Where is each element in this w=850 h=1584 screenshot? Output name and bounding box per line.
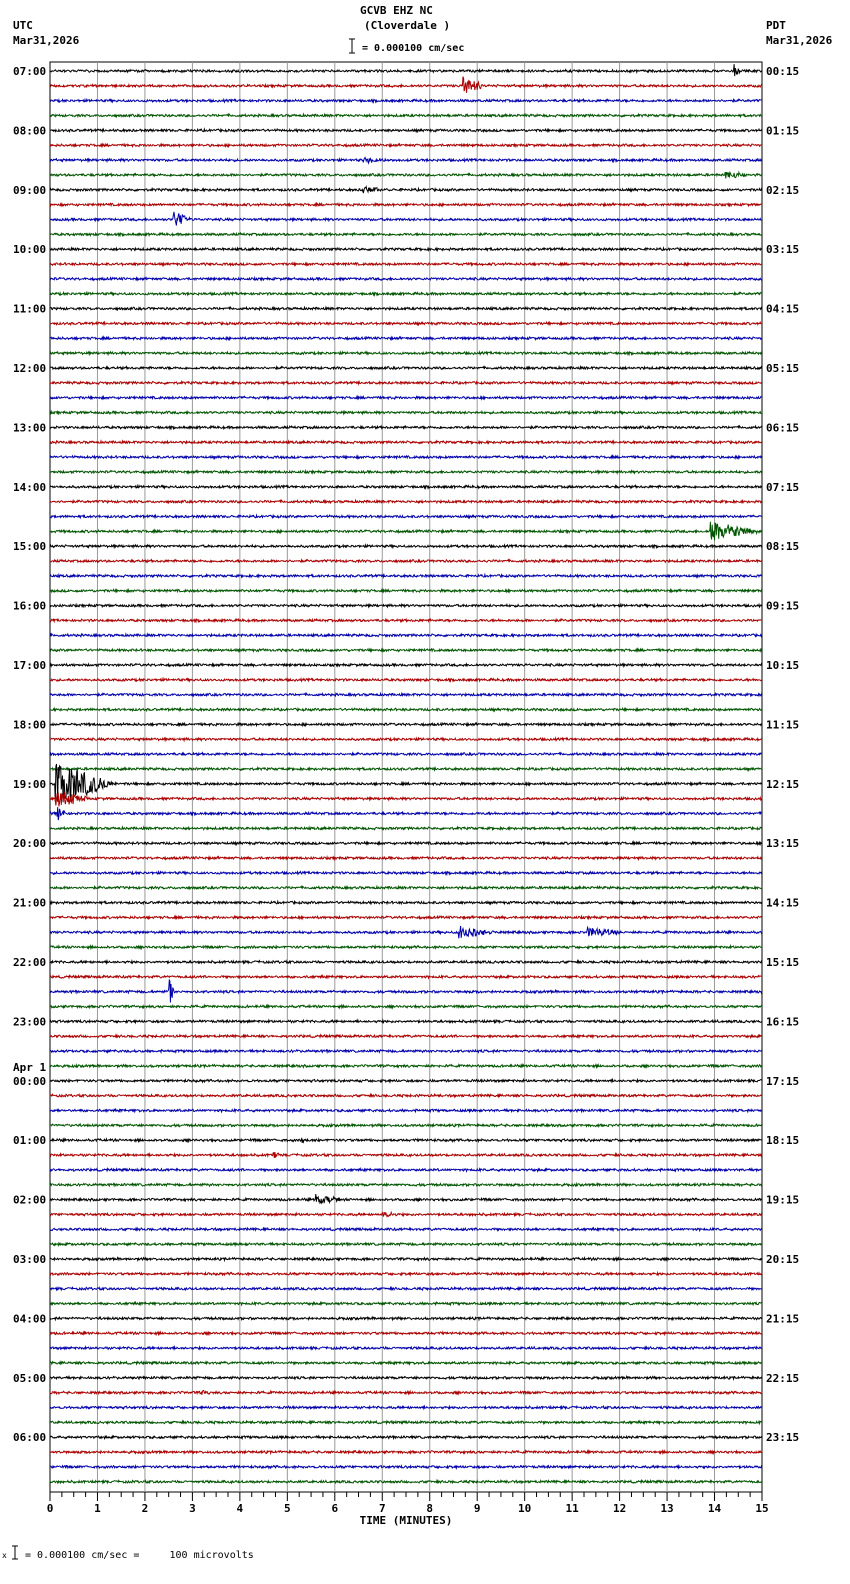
pdt-hour-label: 23:15 — [766, 1431, 800, 1445]
seismogram-trace — [50, 1065, 762, 1068]
seismogram-trace — [50, 886, 762, 889]
utc-hour-label: 23:00 — [13, 1015, 47, 1029]
seismogram-trace — [50, 768, 762, 771]
footer-scale-note: = 0.000100 cm/sec = 100 microvolts — [25, 1550, 254, 1561]
x-tick-label: 1 — [94, 1502, 101, 1515]
seismogram-trace — [50, 307, 762, 310]
pdt-hour-label: 14:15 — [766, 896, 800, 910]
seismogram-trace — [50, 1212, 762, 1216]
seismogram-trace — [50, 976, 762, 979]
seismogram-trace — [50, 1139, 762, 1143]
pdt-hour-label: 08:15 — [766, 540, 800, 554]
x-tick-label: 10 — [518, 1502, 532, 1515]
seismogram-trace — [50, 738, 762, 741]
utc-hour-label: 22:00 — [13, 956, 47, 969]
seismogram-trace — [50, 604, 762, 607]
seismogram-trace — [50, 1124, 762, 1127]
seismogram-trace — [50, 753, 762, 756]
seismogram-trace — [50, 1020, 762, 1023]
pdt-hour-label: 00:15 — [766, 65, 800, 78]
seismogram-trace — [50, 1273, 762, 1276]
seismogram-trace — [50, 916, 762, 919]
x-tick-label: 5 — [284, 1502, 291, 1515]
x-tick-label: 0 — [46, 1502, 54, 1515]
pdt-hour-label: 20:15 — [766, 1253, 800, 1266]
utc-hour-label: 00:00 — [13, 1074, 47, 1088]
pdt-hour-label: 17:15 — [766, 1074, 800, 1088]
x-tick-label: 7 — [378, 1502, 386, 1515]
pdt-hour-label: 21:15 — [766, 1312, 800, 1326]
x-tick-label: 4 — [236, 1502, 244, 1515]
pdt-hour-label: 05:15 — [766, 362, 800, 375]
date-marker: Apr 1 — [13, 1061, 47, 1074]
seismogram-trace — [50, 1390, 762, 1394]
seismogram-trace — [50, 77, 762, 93]
utc-hour-label: 06:00 — [13, 1431, 47, 1445]
seismogram-trace — [50, 1287, 762, 1290]
seismogram-trace — [50, 1466, 762, 1469]
seismogram-trace — [50, 1317, 762, 1320]
pdt-hour-label: 01:15 — [766, 124, 800, 138]
seismogram-trace — [50, 485, 762, 488]
seismogram-trace — [50, 1406, 762, 1409]
seismogram-trace — [50, 946, 762, 949]
seismogram-trace — [50, 634, 762, 637]
seismogram-trace — [50, 545, 762, 548]
seismogram-trace — [50, 471, 762, 474]
seismogram-trace — [50, 723, 762, 726]
seismogram-trace — [50, 589, 762, 592]
seismogram-trace — [50, 1243, 762, 1246]
x-tick-label: 8 — [426, 1502, 434, 1515]
footer-scale-icon — [2, 1545, 20, 1561]
x-axis-label: TIME (MINUTES) — [359, 1514, 453, 1527]
seismogram-trace — [50, 1362, 762, 1365]
seismogram-trace — [50, 679, 762, 682]
pdt-hour-label: 02:15 — [766, 183, 800, 197]
seismogram-trace — [50, 352, 762, 355]
pdt-hour-label: 06:15 — [766, 421, 800, 435]
seismogram-trace — [50, 322, 762, 325]
svg-text:x: x — [2, 1551, 7, 1560]
seismogram-trace — [50, 1094, 762, 1097]
x-tick-label: 11 — [565, 1502, 579, 1515]
pdt-hour-label: 09:15 — [766, 599, 800, 613]
seismogram-trace — [50, 172, 762, 178]
x-tick-label: 13 — [660, 1502, 674, 1515]
pdt-hour-label: 13:15 — [766, 837, 800, 851]
utc-hour-label: 02:00 — [13, 1193, 47, 1207]
seismogram-trace — [50, 827, 762, 830]
seismogram-trace — [50, 1332, 762, 1335]
right-timezone: PDT — [766, 19, 786, 32]
utc-hour-label: 09:00 — [13, 183, 47, 197]
pdt-hour-label: 19:15 — [766, 1193, 800, 1207]
seismogram-trace — [50, 792, 762, 806]
seismogram-trace — [50, 1347, 762, 1350]
x-tick-label: 12 — [612, 1502, 627, 1515]
scale-label: = 0.000100 cm/sec — [362, 43, 465, 54]
seismogram-trace — [50, 1050, 762, 1053]
seismogram-trace — [50, 187, 762, 193]
seismogram-trace — [50, 560, 762, 563]
seismogram-trace — [50, 872, 762, 875]
seismogram-trace — [50, 515, 762, 518]
right-date: Mar31,2026 — [766, 34, 833, 47]
utc-hour-label: 18:00 — [13, 718, 47, 732]
utc-hour-label: 14:00 — [13, 480, 47, 494]
pdt-hour-label: 11:15 — [766, 718, 800, 732]
left-date: Mar31,2026 — [13, 34, 80, 47]
seismogram-trace — [50, 693, 762, 696]
seismogram-trace — [50, 248, 762, 251]
utc-hour-label: 07:00 — [13, 65, 47, 78]
seismogram-trace — [50, 144, 762, 147]
seismogram-trace — [50, 500, 762, 503]
utc-hour-label: 03:00 — [13, 1253, 47, 1266]
seismogram-trace — [50, 857, 762, 860]
seismogram-trace — [50, 807, 762, 820]
seismogram-trace — [50, 1005, 762, 1008]
seismogram-trace — [50, 1109, 762, 1112]
utc-hour-label: 11:00 — [13, 302, 47, 316]
pdt-hour-label: 22:15 — [766, 1371, 800, 1385]
seismogram-trace — [50, 292, 762, 295]
x-tick-label: 9 — [473, 1502, 481, 1515]
seismogram-trace — [50, 1183, 762, 1186]
utc-hour-label: 08:00 — [13, 124, 47, 138]
utc-hour-label: 20:00 — [13, 837, 47, 851]
utc-hour-label: 16:00 — [13, 599, 47, 613]
seismogram-trace — [50, 901, 762, 904]
seismogram-trace — [50, 203, 762, 206]
pdt-hour-label: 18:15 — [766, 1134, 800, 1148]
seismogram-trace — [50, 1480, 762, 1483]
seismogram-trace — [50, 1228, 762, 1231]
seismogram-trace — [50, 926, 762, 938]
seismogram-trace — [50, 1302, 762, 1305]
seismogram-trace — [50, 114, 762, 117]
seismogram-trace — [50, 1451, 762, 1454]
seismogram-trace — [50, 382, 762, 385]
pdt-hour-label: 15:15 — [766, 956, 800, 969]
seismogram-trace — [50, 1035, 762, 1038]
utc-hour-label: 01:00 — [13, 1134, 47, 1148]
seismogram-trace — [50, 1169, 762, 1172]
seismogram-trace — [50, 649, 762, 652]
seismogram-trace — [50, 1079, 762, 1082]
seismogram-trace — [50, 456, 762, 459]
plot-frame — [50, 62, 762, 1492]
utc-hour-label: 05:00 — [13, 1371, 47, 1385]
seismogram-trace — [50, 411, 762, 414]
x-tick-label: 14 — [707, 1502, 722, 1515]
seismogram-trace — [50, 426, 762, 429]
pdt-hour-label: 10:15 — [766, 659, 800, 672]
x-tick-label: 6 — [331, 1502, 339, 1515]
seismogram-trace — [50, 278, 762, 281]
seismogram-trace — [50, 367, 762, 370]
seismogram-trace — [50, 842, 762, 845]
x-tick-label: 2 — [141, 1502, 149, 1515]
seismogram-trace — [50, 664, 762, 667]
pdt-hour-label: 04:15 — [766, 302, 800, 316]
seismogram-trace — [50, 263, 762, 266]
seismogram-trace — [50, 1194, 762, 1203]
utc-hour-label: 15:00 — [13, 540, 47, 554]
seismogram-trace — [50, 522, 762, 541]
utc-hour-label: 13:00 — [13, 421, 47, 435]
seismogram-trace — [50, 1436, 762, 1439]
utc-hour-label: 21:00 — [13, 896, 47, 910]
seismogram-trace — [50, 708, 762, 711]
pdt-hour-label: 07:15 — [766, 480, 800, 494]
pdt-hour-label: 12:15 — [766, 777, 800, 791]
left-timezone: UTC — [13, 19, 33, 32]
seismogram-trace — [50, 575, 762, 578]
seismogram-trace — [50, 233, 762, 236]
seismogram-trace — [50, 619, 762, 622]
x-tick-label: 15 — [755, 1502, 769, 1515]
seismogram-trace — [50, 441, 762, 444]
x-tick-label: 3 — [189, 1502, 196, 1515]
seismogram-trace — [50, 212, 762, 226]
seismogram-trace — [50, 157, 762, 163]
seismogram-trace — [50, 980, 762, 1002]
seismogram-trace — [50, 64, 762, 76]
utc-hour-label: 12:00 — [13, 362, 47, 375]
station-title: GCVB EHZ NC — [360, 4, 433, 17]
pdt-hour-label: 03:15 — [766, 243, 800, 257]
utc-hour-label: 17:00 — [13, 659, 47, 672]
utc-hour-label: 10:00 — [13, 243, 47, 257]
seismogram-trace — [50, 1258, 762, 1261]
utc-hour-label: 04:00 — [13, 1312, 47, 1326]
location-title: (Cloverdale ) — [364, 19, 451, 32]
seismogram-trace — [50, 1421, 762, 1424]
seismogram-trace — [50, 99, 762, 102]
utc-hour-label: 19:00 — [13, 777, 47, 791]
seismogram-trace — [50, 1376, 762, 1379]
seismogram-trace — [50, 396, 762, 399]
seismogram-trace — [50, 129, 762, 132]
seismogram-trace — [50, 337, 762, 340]
seismogram-trace — [50, 1152, 762, 1158]
pdt-hour-label: 16:15 — [766, 1015, 800, 1029]
seismogram-trace — [50, 961, 762, 964]
